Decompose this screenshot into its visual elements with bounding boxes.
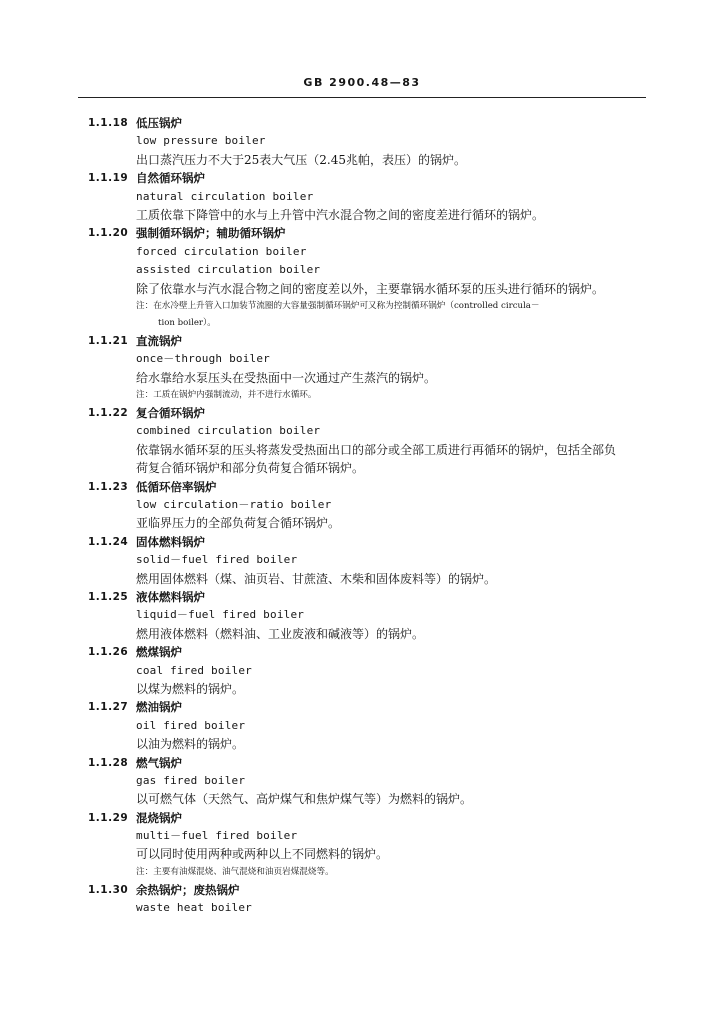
term-entry xyxy=(0,114,724,169)
term-entry xyxy=(0,404,724,478)
entry-number: 1.1.21 xyxy=(88,334,129,347)
entry-number: 1.1.30 xyxy=(88,883,129,896)
term-definition: 以可燃气体（天然气、高炉煤气和焦炉煤气等）为燃料的锅炉。 xyxy=(136,792,473,807)
term-entry xyxy=(0,643,724,698)
term-definition: 亚临界压力的全部负荷复合循环锅炉。 xyxy=(136,516,341,531)
term-entry xyxy=(0,169,724,224)
term-entry xyxy=(0,698,724,753)
term-entry xyxy=(0,809,724,881)
term-chinese: 强制循环锅炉；辅助循环锅炉 xyxy=(136,226,286,241)
term-definition: 给水靠给水泵压头在受热面中一次通过产生蒸汽的锅炉。 xyxy=(136,370,437,385)
term-chinese: 低压锅炉 xyxy=(136,116,182,130)
entry-number: 1.1.27 xyxy=(88,701,129,714)
term-definition: 可以同时使用两种或两种以上不同燃料的锅炉。 xyxy=(136,847,389,862)
standard-header: GB 2900.48—83 xyxy=(303,76,421,89)
entry-number: 1.1.24 xyxy=(88,535,129,548)
term-chinese: 固体燃料锅炉 xyxy=(136,534,205,549)
term-definition: 出口蒸汽压力不大于25表大气压（2.45兆帕，表压）的锅炉。 xyxy=(136,152,466,167)
term-definition: 以油为燃料的锅炉。 xyxy=(136,737,245,752)
term-definition: 以煤为燃料的锅炉。 xyxy=(136,681,245,696)
entry-number: 1.1.25 xyxy=(88,590,129,603)
entry-number: 1.1.18 xyxy=(88,117,129,129)
term-definition: 燃用液体燃料（燃料油、工业废液和碱液等）的锅炉。 xyxy=(136,626,425,641)
term-english: oil fired boiler xyxy=(136,718,246,732)
term-english: waste heat boiler xyxy=(136,901,252,915)
entry-number: 1.1.26 xyxy=(88,646,129,659)
term-english: natural circulation boiler xyxy=(136,189,314,203)
term-note-continued: tion boiler）。 xyxy=(158,317,216,328)
term-english: once－through boiler xyxy=(136,352,271,366)
term-chinese: 自然循环锅炉 xyxy=(136,171,205,186)
term-chinese: 混烧锅炉 xyxy=(136,810,182,825)
entry-number: 1.1.28 xyxy=(88,756,129,769)
term-english-synonym: assisted circulation boiler xyxy=(136,263,321,277)
term-definition: 燃用固体燃料（煤、油页岩、甘蔗渣、木柴和固体废料等）的锅炉。 xyxy=(136,571,497,586)
term-definition: 工质依靠下降管中的水与上升管中汽水混合物之间的密度差进行循环的锅炉。 xyxy=(136,207,545,222)
term-entry xyxy=(0,533,724,588)
term-chinese: 复合循环锅炉 xyxy=(136,406,205,421)
term-english: forced circulation boiler xyxy=(136,244,307,258)
term-chinese: 低循环倍率锅炉 xyxy=(136,479,217,494)
term-english: gas fired boiler xyxy=(136,773,246,787)
term-english: liquid－fuel fired boiler xyxy=(136,608,305,622)
entry-number: 1.1.29 xyxy=(88,811,129,824)
term-definition: 依靠锅水循环泵的压头将蒸发受热面出口的部分或全部工质进行再循环的锅炉，包括全部负 xyxy=(136,442,617,457)
term-entry xyxy=(0,224,724,332)
term-note: 注：主要有油煤混烧、油气混烧和油页岩煤混烧等。 xyxy=(136,866,334,877)
term-chinese: 燃油锅炉 xyxy=(136,700,182,715)
term-chinese: 直流锅炉 xyxy=(136,333,182,348)
document-body xyxy=(0,114,724,918)
entry-number: 1.1.20 xyxy=(88,227,129,240)
entry-number: 1.1.23 xyxy=(88,480,129,493)
term-entry xyxy=(0,881,724,918)
term-definition-continued: 荷复合循环锅炉和部分负荷复合循环锅炉。 xyxy=(136,461,365,476)
term-chinese: 液体燃料锅炉 xyxy=(136,589,205,604)
term-note: 注：在水冷壁上升管入口加装节流圈的大容量强制循环锅炉可又称为控制循环锅炉（controlled circula－ xyxy=(136,300,540,311)
term-english: low circulation－ratio boiler xyxy=(136,498,332,512)
entry-number: 1.1.19 xyxy=(88,172,129,185)
term-entry xyxy=(0,332,724,404)
term-note: 注：工质在锅炉内强制流动，并不进行水循环。 xyxy=(136,390,317,401)
header-rule xyxy=(78,97,646,98)
term-english: coal fired boiler xyxy=(136,663,252,677)
entry-number: 1.1.22 xyxy=(88,407,129,420)
term-definition: 除了依靠水与汽水混合物之间的密度差以外，主要靠锅水循环泵的压头进行循环的锅炉。 xyxy=(136,281,605,296)
term-entry xyxy=(0,478,724,533)
term-english: combined circulation boiler xyxy=(136,424,321,438)
term-chinese: 余热锅炉；废热锅炉 xyxy=(136,882,240,897)
term-english: multi－fuel fired boiler xyxy=(136,829,298,843)
term-chinese: 燃煤锅炉 xyxy=(136,645,182,660)
term-entry xyxy=(0,588,724,643)
term-english: low pressure boiler xyxy=(136,134,266,148)
term-chinese: 燃气锅炉 xyxy=(136,755,182,770)
term-entry xyxy=(0,754,724,809)
term-english: solid－fuel fired boiler xyxy=(136,553,298,567)
